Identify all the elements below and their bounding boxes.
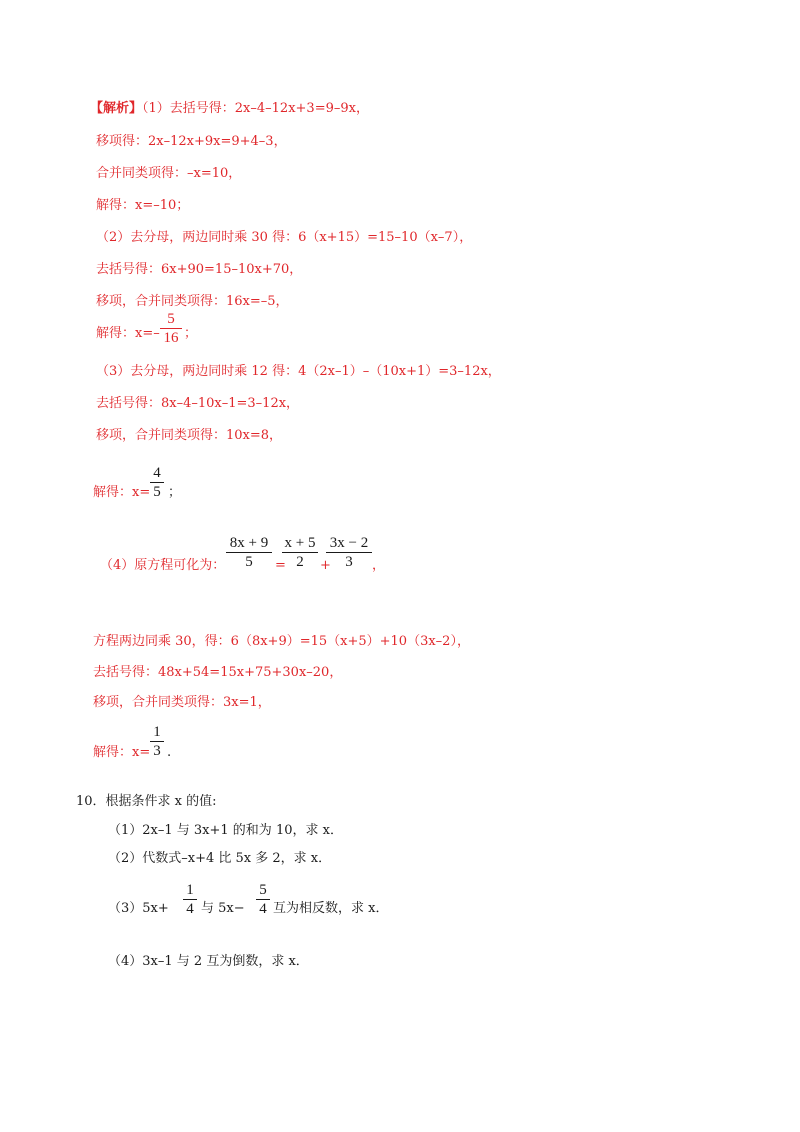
fraction-numerator: 5 [259,882,267,898]
solution-line-1 [90,100,369,118]
p4-line-5-prefix: 解得：x= [93,745,151,760]
p4-line-3: 去括号得：48x+54=15x+75+30x–20， [93,665,343,680]
fraction-denominator: 5 [245,554,253,570]
p4-fraction-2 [282,534,318,571]
p2-line-2: 去括号得：6x+90=15–10x+70， [96,262,303,277]
p4-line-5-suffix: . [167,745,172,760]
p4-answer-fraction [150,723,164,760]
p1-line-4: 解得：x=–10； [96,198,190,213]
p4-line-2: 方程两边同乘 30，得：6（8x+9）=15（x+5）+10（3x–2）， [93,634,470,649]
fraction-numerator: 1 [153,724,161,740]
question-10-part-2: （2）代数式–x+4 比 5x 多 2，求 x． [108,851,332,866]
fraction-denominator: 4 [186,901,194,917]
p1-line-2: 移项得：2x–12x+9x=9+4–3， [96,134,287,149]
p4-fraction-3 [326,534,372,571]
question-10-part-3-b: 与 5x− [201,901,245,916]
question-10-part-4: （4）3x–1 与 2 互为倒数，求 x． [108,954,309,969]
p2-line-4-prefix: 解得：x=– [96,326,160,341]
fraction-denominator: 2 [296,554,304,570]
analysis-tag: 【解析】 [90,101,143,116]
p4-line-4: 移项，合并同类项得：3x=1， [93,695,271,710]
fraction-denominator: 16 [163,330,179,346]
fraction-denominator: 4 [259,901,267,917]
fraction-numerator: x + 5 [284,535,316,551]
p1-line-1-text: （1）去括号得：2x–4–12x+3=9–9x， [142,101,369,116]
p4-line-1-prefix: （4）原方程可化为： [100,558,226,573]
q3-fraction-1 [183,881,197,918]
p4-fraction-1 [226,534,272,571]
question-10-part-3-a: （3）5x+ [108,901,169,916]
question-10-title: 10．根据条件求 x 的值: [76,794,217,809]
p2-line-4-suffix: ； [184,326,198,341]
p3-answer-fraction [150,464,164,501]
question-10-part-1: （1）2x–1 与 3x+1 的和为 10，求 x． [108,823,343,838]
fraction-denominator: 3 [153,743,161,759]
p2-line-3: 移项，合并同类项得：16x=–5， [96,294,289,309]
p2-answer-fraction [160,310,182,347]
fraction-denominator: 3 [345,554,353,570]
p4-plus: + [320,558,331,573]
fraction-denominator: 5 [153,484,161,500]
p3-line-4-suffix: ； [168,485,182,500]
q3-fraction-2 [256,881,270,918]
p3-line-2: 去括号得：8x–4–10x–1=3–12x， [96,396,300,411]
p4-line-1-suffix: ， [372,558,386,573]
fraction-numerator: 8x + 9 [229,535,269,551]
p3-line-4-prefix: 解得：x= [93,485,151,500]
p4-equals: = [275,558,286,573]
p1-line-3: 合并同类项得：–x=10， [96,166,242,181]
fraction-numerator: 4 [153,465,161,481]
fraction-numerator: 5 [167,311,175,327]
p3-line-1: （3）去分母，两边同时乘 12 得：4（2x–1）–（10x+1）=3–12x， [96,364,501,379]
question-10-part-3-c: 互为相反数，求 x． [273,901,389,916]
p3-line-3: 移项，合并同类项得：10x=8， [96,428,283,443]
fraction-numerator: 3x − 2 [329,535,369,551]
p2-line-1: （2）去分母，两边同时乘 30 得：6（x+15）=15–10（x–7）， [96,230,473,245]
fraction-numerator: 1 [186,882,194,898]
